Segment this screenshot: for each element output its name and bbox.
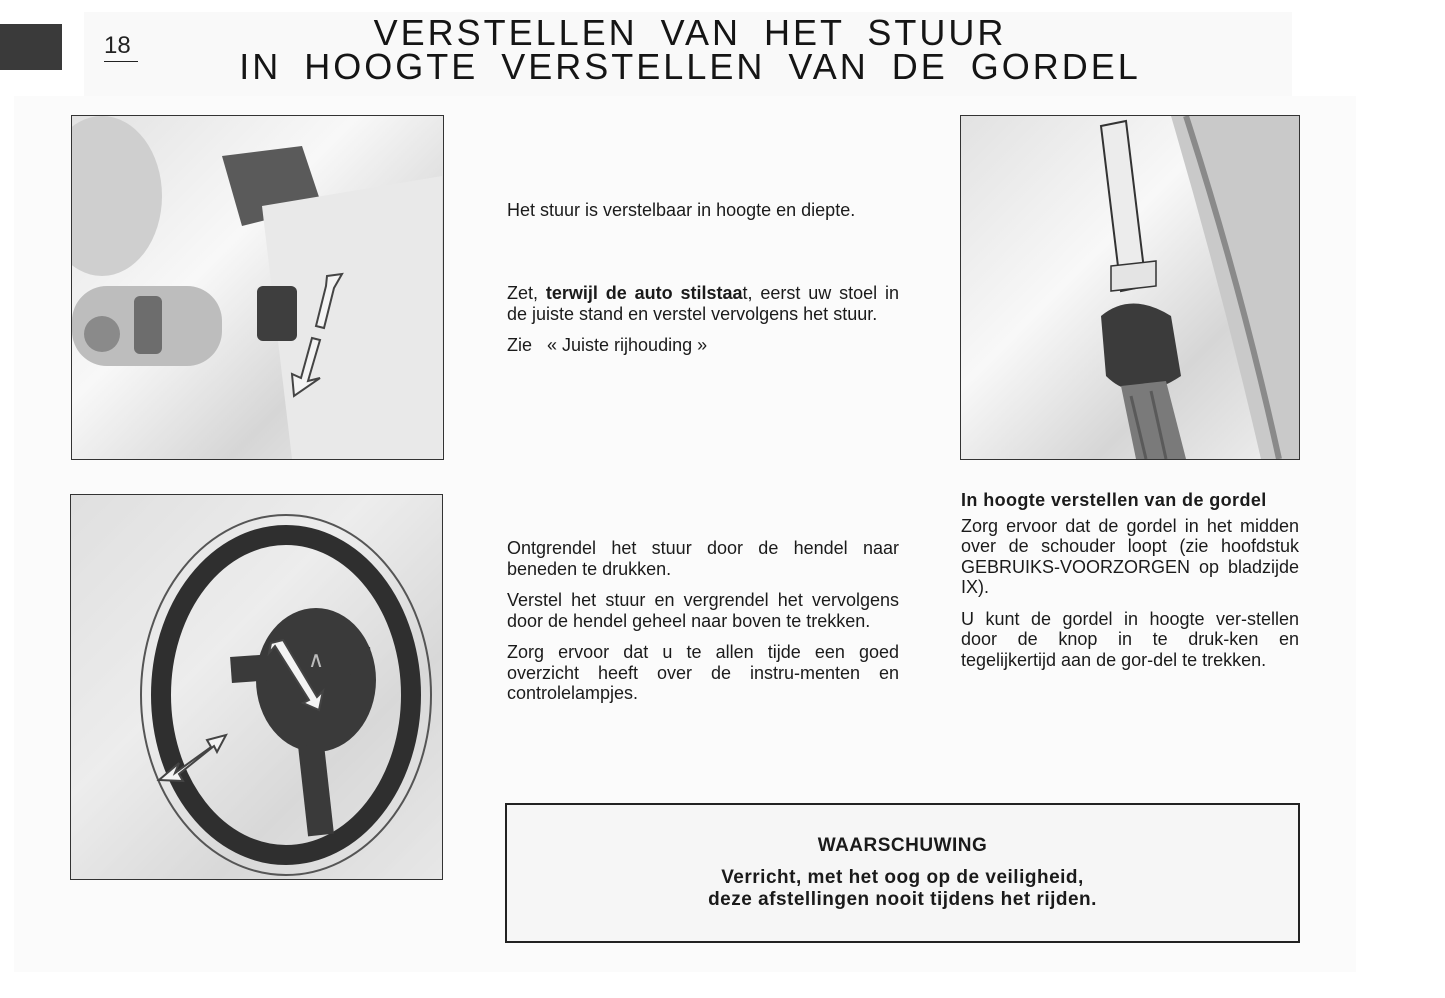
steering-column-lever-photo — [71, 115, 444, 460]
unlock-paragraph: Ontgrendel het stuur door de hendel naar beneden te drukken. — [507, 538, 899, 579]
warning-text — [507, 867, 1298, 911]
title-line-1: VERSTELLEN VAN HET STUUR — [373, 12, 1007, 53]
seat-belt-illustration — [961, 116, 1299, 459]
belt-paragraph-1: Zorg ervoor dat de gordel in het midden over de schouder loopt (zie hoofdstuk GEBRUIKS-VOORZORGEN op bladzijde IX). — [961, 515, 1299, 597]
belt-text-block — [961, 490, 1299, 670]
setup-prefix: Zet, — [507, 283, 546, 303]
belt-paragraph-2: U kunt de gordel in hoogte ver-stellen door de knop in te druk-ken en tegelijkertijd aan de gor-del te trekken. — [961, 608, 1299, 670]
see-also-reference: Zie « Juiste rijhouding » — [507, 335, 708, 355]
steering-wheel-illustration — [71, 495, 442, 879]
adjust-text-block — [507, 538, 899, 704]
overview-paragraph: Zorg ervoor dat u te allen tijde een goed overzicht heeft over de instru-menten en controlelampjes. — [507, 642, 899, 703]
adjust-paragraph: Verstel het stuur en vergrendel het vervolgens door de hendel geheel naar boven te trekken. — [507, 590, 899, 631]
warning-box — [505, 803, 1300, 943]
intro-text-block — [507, 200, 899, 221]
setup-text-block — [507, 283, 899, 356]
warning-line-1: Verricht, met het oog op de veiligheid, — [721, 867, 1084, 888]
setup-paragraph — [507, 283, 899, 324]
svg-text:∧: ∧ — [307, 648, 325, 673]
lever-illustration — [72, 116, 443, 459]
setup-bold: terwijl de auto stilstaa — [545, 283, 743, 303]
page-title — [150, 12, 1230, 87]
steering-wheel-adjustment-photo — [70, 494, 443, 880]
title-line-2: IN HOOGTE VERSTELLEN VAN DE GORDEL — [239, 46, 1141, 87]
warning-title: WAARSCHUWING — [817, 835, 988, 856]
page-number: 18 — [104, 32, 131, 59]
setup-suffix: t, eerst uw stoel in de juiste stand en verstel vervolgens het stuur. — [507, 283, 899, 324]
section-tab-marker — [0, 24, 62, 70]
intro-paragraph: Het stuur is verstelbaar in hoogte en diepte. — [507, 200, 856, 220]
warning-line-2: deze afstellingen nooit tijdens het rijden. — [708, 889, 1097, 910]
belt-heading: In hoogte verstellen van de gordel — [961, 490, 1267, 510]
page-number-underline — [104, 61, 138, 62]
seat-belt-height-adjuster-photo — [960, 115, 1300, 460]
